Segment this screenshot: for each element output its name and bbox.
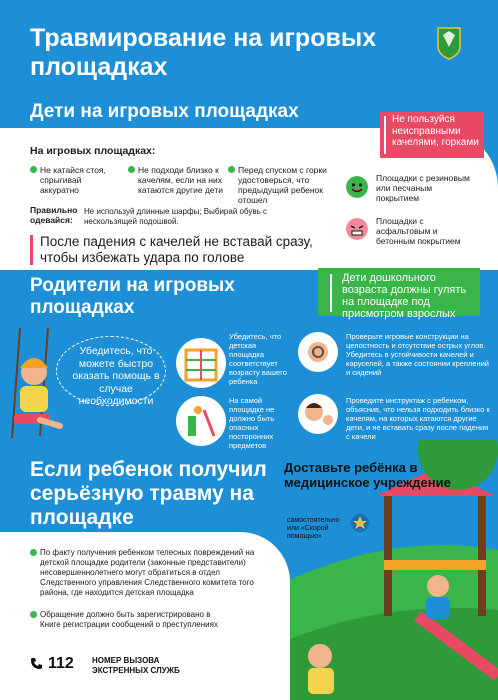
inspection-illustration — [298, 332, 338, 372]
hazard-items-illustration — [176, 396, 226, 446]
list-item: Обращение должно быть зарегистрировано в Книге регистрации сообщений о преступлениях — [30, 610, 230, 630]
bullet-icon — [30, 611, 37, 618]
emergency-label: НОМЕР ВЫЗОВА ЭКСТРЕННЫХ СЛУЖБ — [92, 656, 180, 675]
section1-heading: Дети на игровых площадках — [30, 101, 299, 122]
investigative-committee-icon — [350, 512, 370, 534]
medical-heading: Доставьте ребёнка в медицинское учреждение — [284, 460, 451, 490]
playground-good-text: Площадки с резиновым или песчаным покрытием — [376, 173, 470, 203]
section3-heading: Если ребенок получил серьёзную травму на площадке — [30, 458, 267, 529]
advice-ring-text: Убедитесь, что можете быстро оказать помощь в случае необходимости — [72, 345, 160, 407]
green-note: Дети дошкольного возраста должны гулять на площадке под присмотром взрослых — [318, 268, 480, 316]
section1-subheading: На игровых площадках: — [30, 145, 156, 157]
sad-face-icon — [346, 218, 368, 240]
climbing-frame-illustration — [176, 338, 226, 388]
playground-bad-text: Площадки с асфальтовым и бетонным покрытием — [376, 216, 461, 246]
tip-age: Убедитесь, что детская площадка соответствует возрасту вашего ребенка — [229, 332, 287, 386]
emblem-icon — [436, 26, 462, 60]
tip-inspection: Проверьте игровые конструкции на целостность и отсутствие острых углов. Убедитесь в устойчивости качелей и каруселей, а также состоянии креплений и сидений — [346, 332, 489, 377]
list-item: Не катайся стоя, спрыгивай аккуратно — [30, 165, 118, 195]
medical-subtext: самостоятельно или «Скорой помощью» — [287, 517, 340, 540]
note-bar — [30, 235, 33, 265]
list-item: По факту получения ребенком телесных повреждений на детской площадке родители (законные представители) несовершеннолетнего могут обратиться в отдел Следственного управления Следственного комитета того района, где находится детская площадка — [30, 548, 270, 598]
pink-note: Не пользуйся неисправными качелями, горками — [380, 112, 484, 158]
list-item: Не подходи близко к качелям, если на них катаются другие дети — [128, 165, 228, 195]
instruction-illustration — [298, 394, 338, 434]
bullet-icon — [30, 549, 37, 556]
tip-hazards: На самой площадке не должно быть опасных посторонних предметов — [229, 396, 275, 450]
bullet-icon — [30, 166, 37, 173]
section2-heading: Родители на игровых площадках — [30, 275, 235, 318]
fall-note: После падения с качелей не вставай сразу, чтобы избежать удара по голове — [30, 234, 330, 266]
dress-label: Правильно одевайся: — [30, 205, 78, 225]
emergency-number[interactable]: 112 — [48, 655, 74, 672]
happy-face-icon — [346, 176, 368, 198]
phone-icon — [30, 657, 44, 671]
list-item: Перед спуском с горки удостоверься, что предыдущий ребенок отошел — [228, 165, 340, 205]
bullet-icon — [128, 166, 135, 173]
tip-instruction: Проведите инструктаж с ребенком, объяснив, что нельзя подходить близко к качелям, на которых катаются другие дети, и не вставать сразу после падения с качели — [346, 396, 490, 441]
bullet-icon — [228, 166, 235, 173]
dress-text: Не используй длинные шарфы; Выбирай обувь с нескользящей подошвой. — [84, 207, 268, 226]
page-title: Травмирование на игровых площадках — [30, 24, 377, 81]
